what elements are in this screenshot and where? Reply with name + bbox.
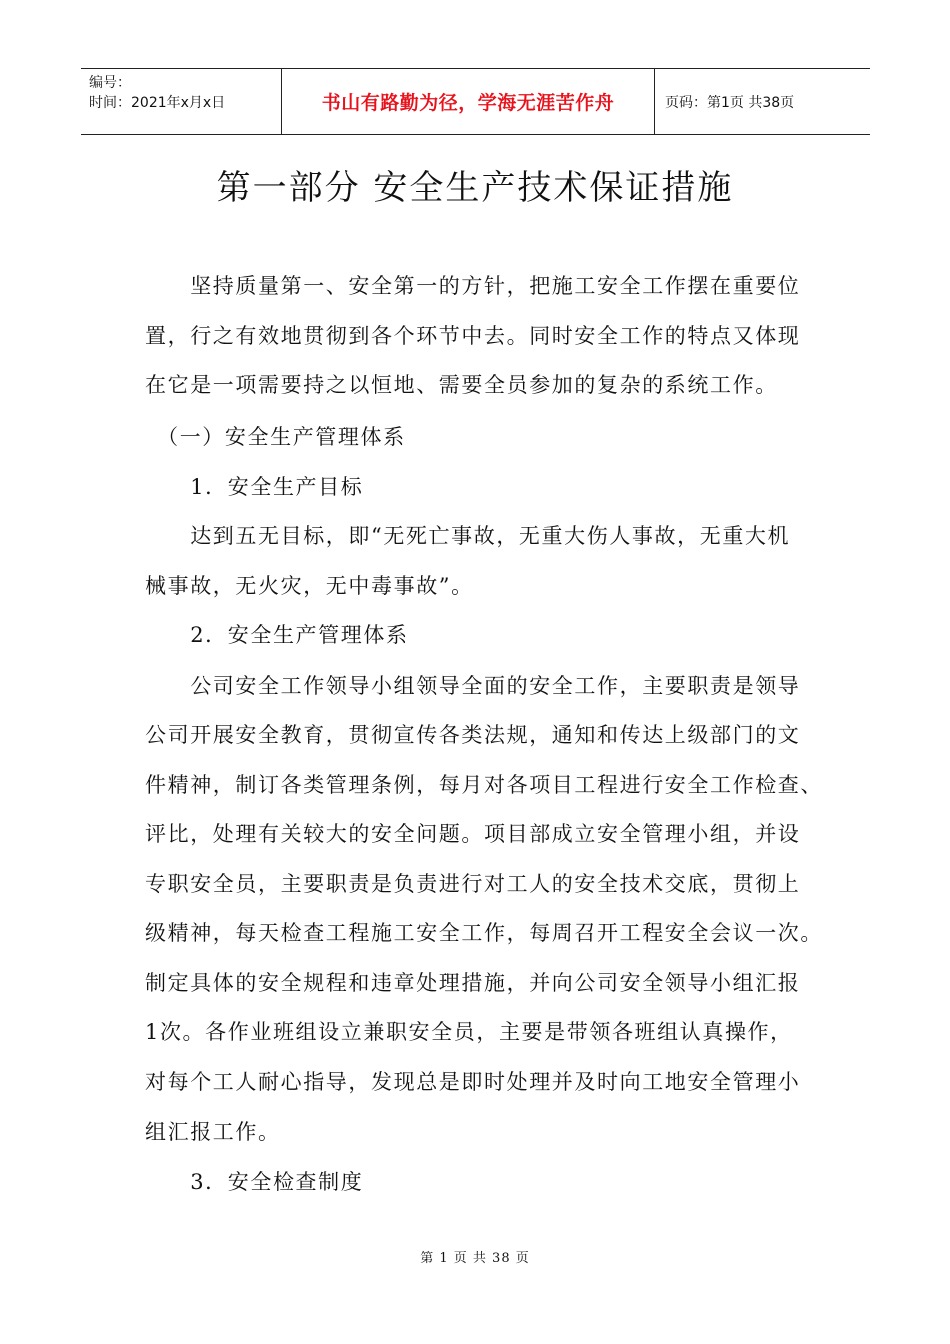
body-line: 1次。各作业班组设立兼职安全员，主要是带领各班组认真操作， bbox=[145, 1020, 793, 1044]
header-page-info: 页码：第1页 共38页 bbox=[665, 94, 795, 111]
body-line: 对每个工人耐心指导，发现总是即时处理并及时向工地安全管理小 bbox=[145, 1070, 801, 1094]
subsection-heading: 2．安全生产管理体系 bbox=[145, 623, 409, 647]
subsection-heading: 1．安全生产目标 bbox=[145, 475, 364, 499]
body-line: 专职安全员，主要职责是负责进行对工人的安全技术交底，贯彻上 bbox=[145, 872, 801, 896]
document-title: 第一部分 安全生产技术保证措施 bbox=[216, 168, 734, 208]
body-line: 组汇报工作。 bbox=[145, 1120, 281, 1144]
body-line: 在它是一项需要持之以恒地、需要全员参加的复杂的系统工作。 bbox=[145, 373, 778, 397]
section-heading: （一）安全生产管理体系 bbox=[145, 425, 406, 449]
body-line: 坚持质量第一、安全第一的方针，把施工安全工作摆在重要位 bbox=[145, 274, 801, 298]
header-motto: 书山有路勤为径，学海无涯苦作舟 bbox=[282, 69, 655, 134]
body-line: 达到五无目标，即“无死亡事故，无重大伤人事故，无重大机 bbox=[145, 524, 791, 548]
body-line: 械事故，无火灾，无中毒事故”。 bbox=[145, 574, 474, 598]
body-line: 公司安全工作领导小组领导全面的安全工作，主要职责是领导 bbox=[145, 674, 801, 698]
subsection-heading: 3．安全检查制度 bbox=[145, 1170, 364, 1194]
body-line: 公司开展安全教育，贯彻宣传各类法规，通知和传达上级部门的文 bbox=[145, 723, 801, 747]
body-line: 制定具体的安全规程和违章处理措施，并向公司安全领导小组汇报 bbox=[145, 971, 801, 995]
body-line: 置，行之有效地贯彻到各个环节中去。同时安全工作的特点又体现 bbox=[145, 324, 801, 348]
document-header bbox=[81, 68, 870, 135]
document-number-label: 编号： bbox=[89, 75, 131, 91]
body-line: 件精神，制订各类管理条例，每月对各项目工程进行安全工作检查、 bbox=[145, 773, 823, 797]
document-time-label: 时间：2021年x月x日 bbox=[89, 95, 226, 111]
page-footer: 第 1 页 共 38 页 bbox=[420, 1251, 530, 1266]
body-line: 级精神，每天检查工程施工安全工作，每周召开工程安全会议一次。 bbox=[145, 921, 823, 945]
body-line: 评比，处理有关较大的安全问题。项目部成立安全管理小组，并设 bbox=[145, 822, 801, 846]
header-meta bbox=[81, 69, 282, 134]
